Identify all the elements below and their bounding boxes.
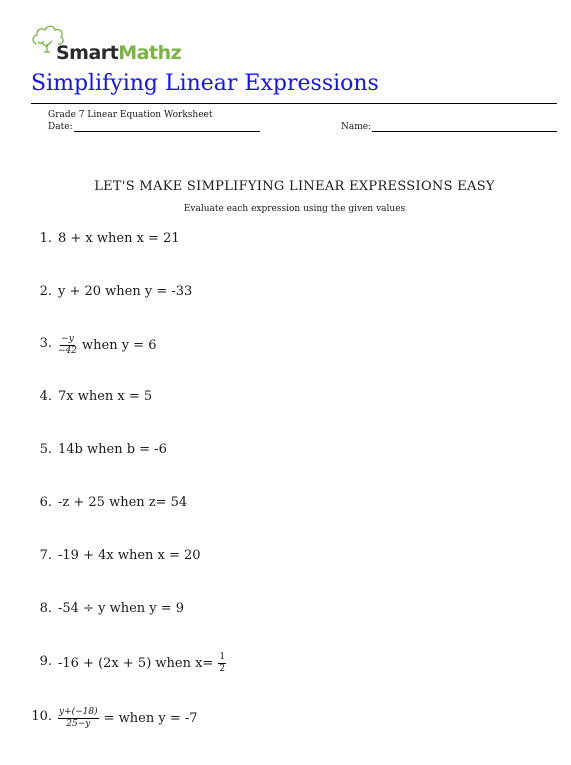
name-field[interactable] bbox=[372, 131, 557, 132]
date-field[interactable] bbox=[74, 131, 260, 132]
problem-item bbox=[0, 441, 260, 471]
problem-number: 5. bbox=[39, 442, 52, 457]
page-title: Simplifying Linear Expressions bbox=[31, 71, 379, 96]
problem-number: 3. bbox=[39, 336, 52, 351]
date-label: Date: bbox=[48, 122, 73, 132]
problem-item bbox=[0, 283, 260, 313]
grade-label: Grade 7 Linear Equation Worksheet bbox=[48, 110, 213, 120]
fraction-numerator: −y bbox=[61, 334, 74, 344]
problem-item bbox=[0, 600, 260, 630]
problem-item bbox=[0, 708, 260, 738]
problem-item bbox=[0, 653, 260, 683]
title-divider bbox=[31, 103, 557, 104]
problem-number: 1. bbox=[39, 231, 52, 246]
problem-number: 8. bbox=[39, 601, 52, 616]
worksheet-instructions: Evaluate each expression using the given values bbox=[183, 204, 406, 214]
fraction-numerator: 1 bbox=[219, 652, 226, 662]
fraction bbox=[218, 653, 226, 674]
problem-item bbox=[0, 335, 260, 365]
problem-number: 9. bbox=[39, 654, 52, 669]
problem-text: 8 + x when x = 21 bbox=[58, 231, 180, 246]
problem-item bbox=[0, 494, 260, 524]
problem-text: 14b when b = -6 bbox=[58, 442, 167, 457]
problem-text: -z + 25 when z= 54 bbox=[58, 495, 188, 510]
fraction-numerator: y+(−18) bbox=[59, 707, 98, 717]
fraction bbox=[58, 335, 77, 356]
problem-number: 10. bbox=[31, 709, 52, 724]
problem-text: 7x when x = 5 bbox=[58, 389, 153, 404]
problem-text: -16 + (2x + 5) when x= bbox=[58, 655, 214, 671]
problem-item bbox=[0, 547, 260, 577]
problem-text: -54 ÷ y when y = 9 bbox=[58, 601, 185, 616]
problem-text: y + 20 when y = -33 bbox=[58, 284, 193, 299]
problem-text: = when y = -7 bbox=[103, 710, 198, 726]
problem-number: 7. bbox=[39, 548, 52, 563]
problem-number: 4. bbox=[39, 389, 52, 404]
fraction-denominator: −42 bbox=[58, 346, 77, 356]
worksheet-heading: LET'S MAKE SIMPLIFYING LINEAR EXPRESSIONS EASY bbox=[94, 179, 495, 194]
problem-item bbox=[0, 230, 260, 260]
fraction-denominator: 2 bbox=[219, 664, 226, 674]
problem-item bbox=[0, 388, 260, 418]
problem-number: 2. bbox=[39, 284, 52, 299]
problem-text: -19 + 4x when x = 20 bbox=[58, 548, 201, 563]
name-label: Name: bbox=[341, 122, 372, 132]
fraction-denominator: 25−y bbox=[66, 719, 91, 729]
problem-number: 6. bbox=[39, 495, 52, 510]
fraction bbox=[58, 708, 99, 729]
problem-text: when y = 6 bbox=[82, 337, 157, 353]
brand-name: SmartMathz bbox=[56, 42, 182, 64]
